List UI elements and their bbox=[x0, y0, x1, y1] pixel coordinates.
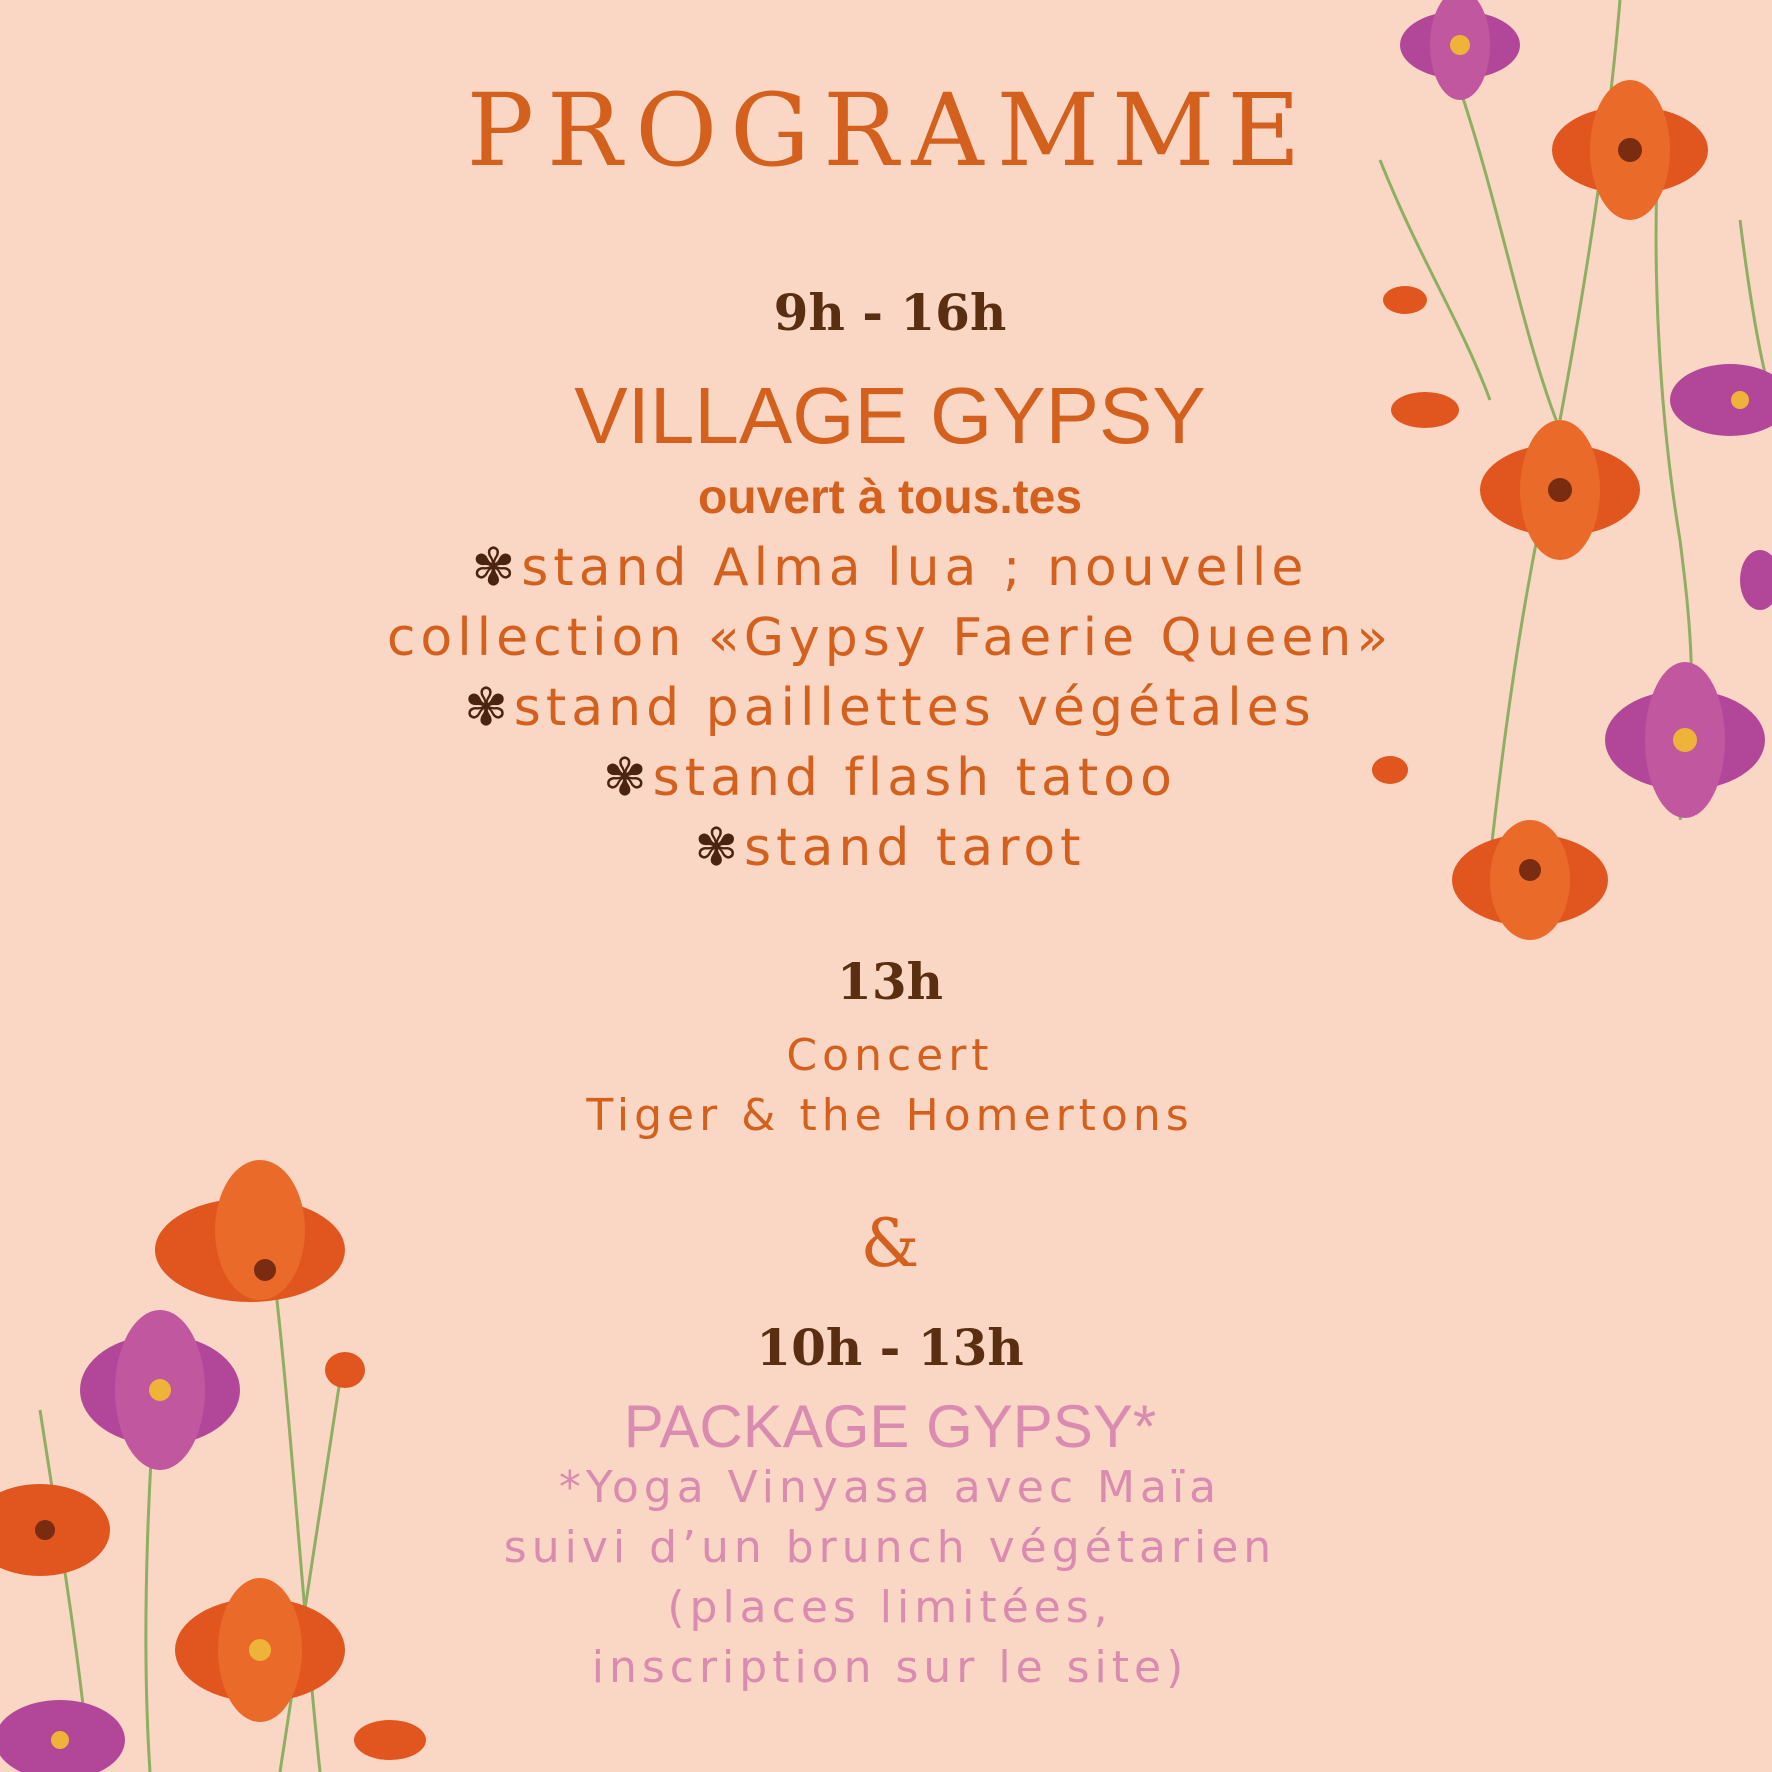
concert-line: Concert bbox=[786, 1030, 994, 1081]
magenta-flower-icon bbox=[1605, 662, 1765, 818]
orange-flower-icon bbox=[155, 1160, 345, 1302]
package-line: (places limitées, bbox=[667, 1582, 1113, 1633]
village-item: ✾ stand tarot bbox=[694, 818, 1086, 878]
ampersand: & bbox=[860, 1205, 920, 1282]
concert-time: 13h bbox=[837, 952, 943, 1011]
village-item: ✾ stand paillettes végétales bbox=[464, 678, 1316, 738]
orange-flower-icon bbox=[0, 1484, 110, 1576]
orange-flower-icon bbox=[1552, 80, 1708, 220]
package-line: suivi d’un brunch végétarien bbox=[503, 1522, 1277, 1573]
package-name: PACKAGE GYPSY* bbox=[623, 1393, 1157, 1460]
flower-bullet-icon: ✾ bbox=[603, 748, 647, 808]
flower-bullet-icon: ✾ bbox=[694, 818, 739, 878]
orange-flower-icon bbox=[175, 1578, 345, 1722]
package-line: inscription sur le site) bbox=[591, 1642, 1189, 1693]
page-title: PROGRAMME bbox=[466, 72, 1314, 189]
magenta-flower-icon bbox=[80, 1310, 240, 1470]
village-item: ✾ stand Alma lua ; nouvelle bbox=[471, 538, 1309, 598]
village-item: collection «Gypsy Faerie Queen» bbox=[386, 608, 1394, 668]
flower-bullet-icon: ✾ bbox=[464, 678, 508, 738]
village-name: VILLAGE GYPSY bbox=[574, 371, 1206, 460]
village-subtitle: ouvert à tous.tes bbox=[697, 471, 1083, 524]
concert-line: Tiger & the Homertons bbox=[586, 1090, 1194, 1141]
flower-bullet-icon: ✾ bbox=[471, 538, 516, 598]
package-time: 10h - 13h bbox=[756, 1318, 1024, 1377]
orange-flower-icon bbox=[1480, 420, 1640, 560]
magenta-flower-icon bbox=[0, 1700, 125, 1772]
village-item: ✾ stand flash tatoo bbox=[603, 748, 1177, 808]
orange-flower-icon bbox=[1452, 820, 1608, 940]
village-time: 9h - 16h bbox=[773, 283, 1007, 342]
package-line: *Yoga Vinyasa avec Maïa bbox=[558, 1462, 1222, 1513]
magenta-flower-icon bbox=[1670, 364, 1772, 436]
